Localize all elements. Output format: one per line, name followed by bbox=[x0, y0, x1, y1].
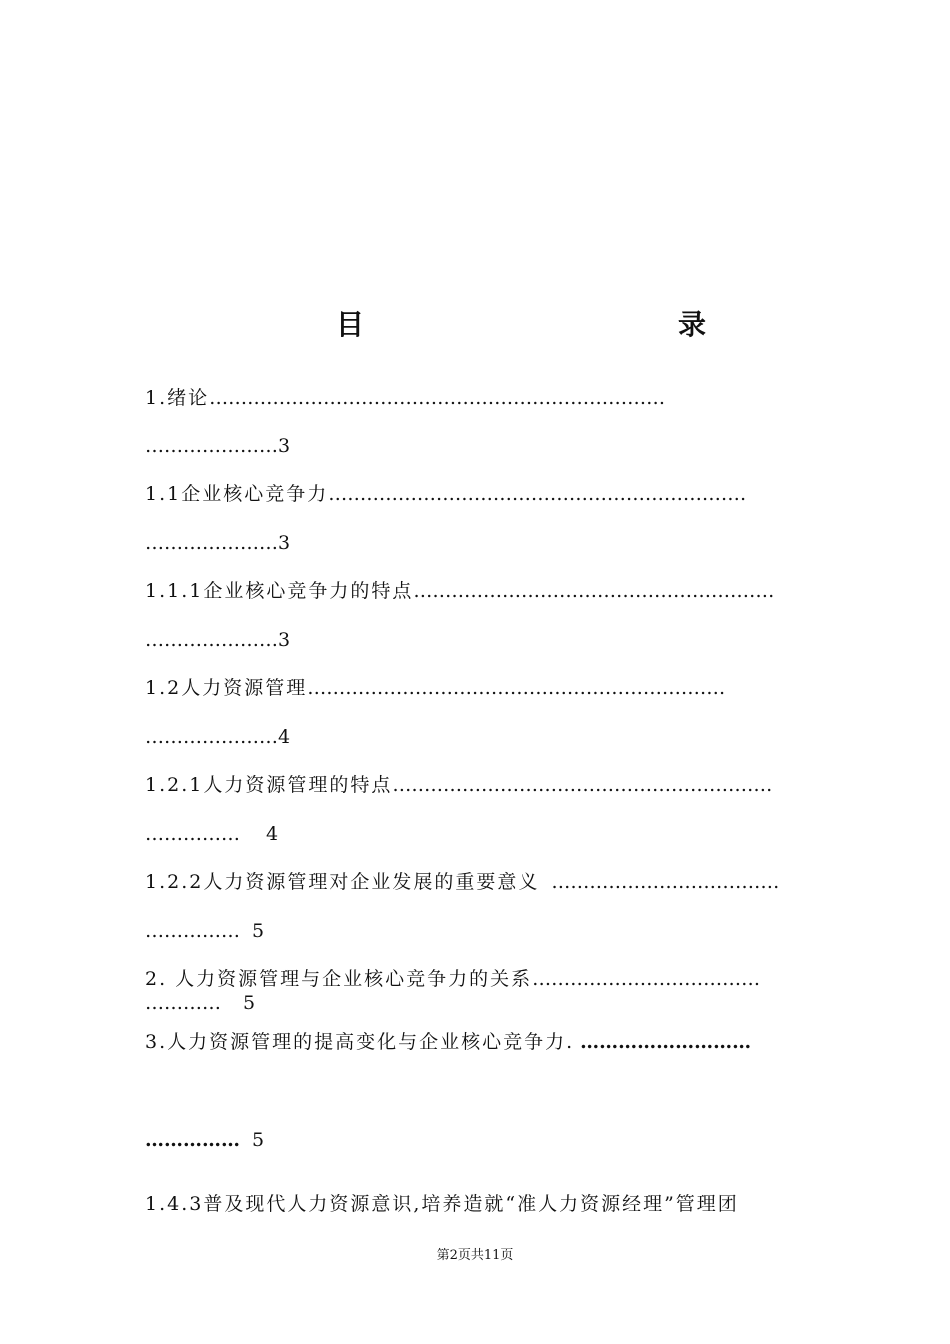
toc-leader-dots: ………………… bbox=[145, 726, 278, 748]
toc-leader-dots: …………………………………………………… bbox=[392, 774, 773, 796]
toc-entry-line bbox=[145, 386, 665, 410]
title-char-lu: 录 bbox=[678, 308, 707, 341]
toc-entry-label: 1.2.1人力资源管理的特点 bbox=[145, 774, 393, 796]
toc-page-number: 3 bbox=[278, 435, 291, 457]
toc-page-number: 3 bbox=[278, 532, 291, 554]
toc-leader-dots: ………… bbox=[145, 992, 221, 1014]
title-char-mu: 目 bbox=[336, 308, 365, 341]
toc-page-number: 5 bbox=[243, 992, 256, 1014]
toc-entry-line bbox=[145, 725, 290, 749]
toc-leader-dots: ………………………………………………………… bbox=[328, 483, 747, 505]
toc-entry-line bbox=[145, 870, 779, 894]
toc-leader-dots: ………………………………………………… bbox=[413, 580, 775, 602]
toc-page-number: 3 bbox=[278, 629, 291, 651]
toc-entry-line bbox=[145, 822, 278, 846]
toc-page-number: 5 bbox=[252, 920, 265, 942]
toc-entry-line bbox=[145, 967, 760, 991]
toc-entry-line bbox=[145, 991, 255, 1015]
toc-leader-dots: …………… bbox=[145, 1129, 240, 1151]
toc-leader-dots: ………………… bbox=[145, 629, 278, 651]
toc-entry-line bbox=[145, 531, 290, 555]
toc-entry-line bbox=[145, 676, 725, 700]
toc-leader-dots: ……………………………… bbox=[532, 968, 761, 990]
toc-entry-line bbox=[145, 628, 290, 652]
toc-leader-dots: ……………………… bbox=[580, 1031, 752, 1053]
toc-entry-line bbox=[145, 482, 746, 506]
toc-entry-line bbox=[145, 919, 264, 943]
toc-leader-dots: …………… bbox=[145, 920, 240, 942]
toc-leader-dots: …………… bbox=[145, 823, 240, 845]
toc-leader-dots: ………………… bbox=[145, 435, 278, 457]
toc-entry-line bbox=[145, 1030, 751, 1054]
page-footer: 第2页共11页 bbox=[436, 1248, 514, 1263]
toc-page-number: 4 bbox=[278, 726, 291, 748]
toc-entry-label: 1.绪论 bbox=[145, 387, 210, 409]
toc-leader-dots: ……………………………… bbox=[551, 871, 780, 893]
toc-leader-dots: ………………………………………………………… bbox=[307, 677, 726, 699]
toc-entry-label: 1.2.2人力资源管理对企业发展的重要意义 bbox=[145, 871, 540, 893]
toc-entry-label: 2. 人力资源管理与企业核心竞争力的关系 bbox=[145, 968, 533, 990]
toc-page-number: 5 bbox=[252, 1129, 265, 1151]
toc-entry-label: 1.2人力资源管理 bbox=[145, 677, 308, 699]
toc-entry-line bbox=[145, 579, 774, 603]
toc-entry-line bbox=[145, 773, 772, 797]
toc-entry-line bbox=[145, 434, 290, 458]
toc-entry-label: 1.1企业核心竞争力 bbox=[145, 483, 329, 505]
toc-entry-label: 1.1.1企业核心竞争力的特点 bbox=[145, 580, 414, 602]
toc-entry-line bbox=[145, 1128, 264, 1152]
toc-entry-line bbox=[145, 1192, 739, 1216]
toc-leader-dots: ……………………………………………………………… bbox=[209, 387, 666, 409]
toc-leader-dots: ………………… bbox=[145, 532, 278, 554]
toc-entry-label: 3.人力资源管理的提高变化与企业核心竞争力. bbox=[145, 1031, 575, 1053]
toc-page-number: 4 bbox=[266, 823, 279, 845]
toc-entry-label: 1.4.3普及现代人力资源意识,培养造就“准人力资源经理”管理团 bbox=[145, 1193, 739, 1215]
